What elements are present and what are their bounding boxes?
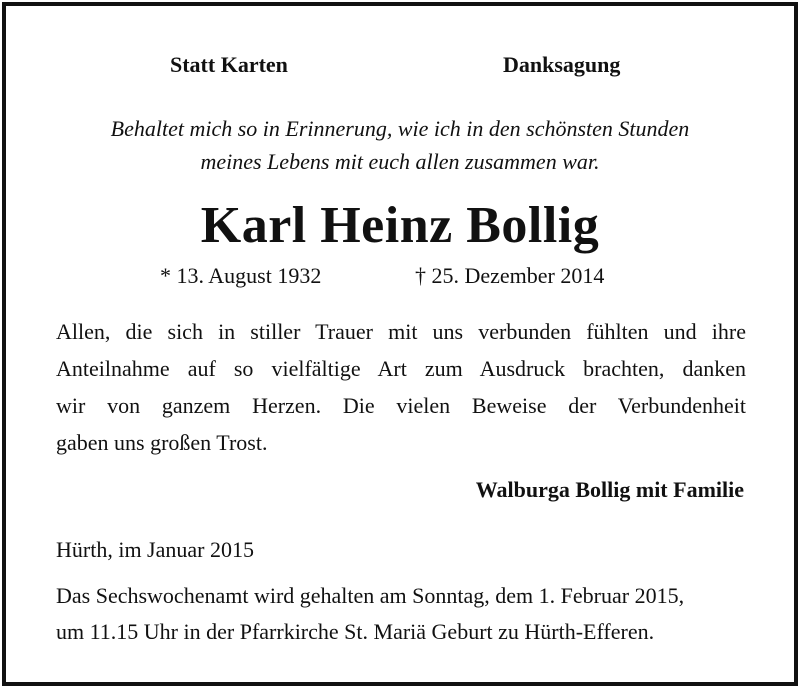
deceased-name: Karl Heinz Bollig <box>200 197 600 254</box>
signature: Walburga Bollig mit Familie <box>475 477 744 502</box>
death-date: † 25. Dezember 2014 <box>415 263 605 288</box>
place-date: Hürth, im Januar 2015 <box>56 537 254 562</box>
birth-date: * 13. August 1932 <box>160 263 322 288</box>
quote-line-2: meines Lebens mit euch allen zusammen war. <box>200 149 600 174</box>
thanks-line-2: Anteilnahme auf so vielfältige Art zum Ausdruck brachten, danken <box>56 356 746 381</box>
header-statt-karten: Statt Karten <box>170 52 288 77</box>
service-line-2: um 11.15 Uhr in der Pfarrkirche St. Mariä Geburt zu Hürth-Efferen. <box>56 619 655 644</box>
quote-line-1: Behaltet mich so in Erinnerung, wie ich in den schönsten Stunden <box>110 116 690 141</box>
service-line-1: Das Sechswochenamt wird gehalten am Sonntag, dem 1. Februar 2015, <box>56 583 685 608</box>
thanks-line-3: wir von ganzem Herzen. Die vielen Beweise der Verbundenheit <box>56 393 746 418</box>
header-danksagung: Danksagung <box>503 52 621 77</box>
thanks-line-1: Allen, die sich in stiller Trauer mit uns verbunden fühlten und ihre <box>56 319 746 344</box>
thanks-line-4: gaben uns großen Trost. <box>56 430 268 455</box>
